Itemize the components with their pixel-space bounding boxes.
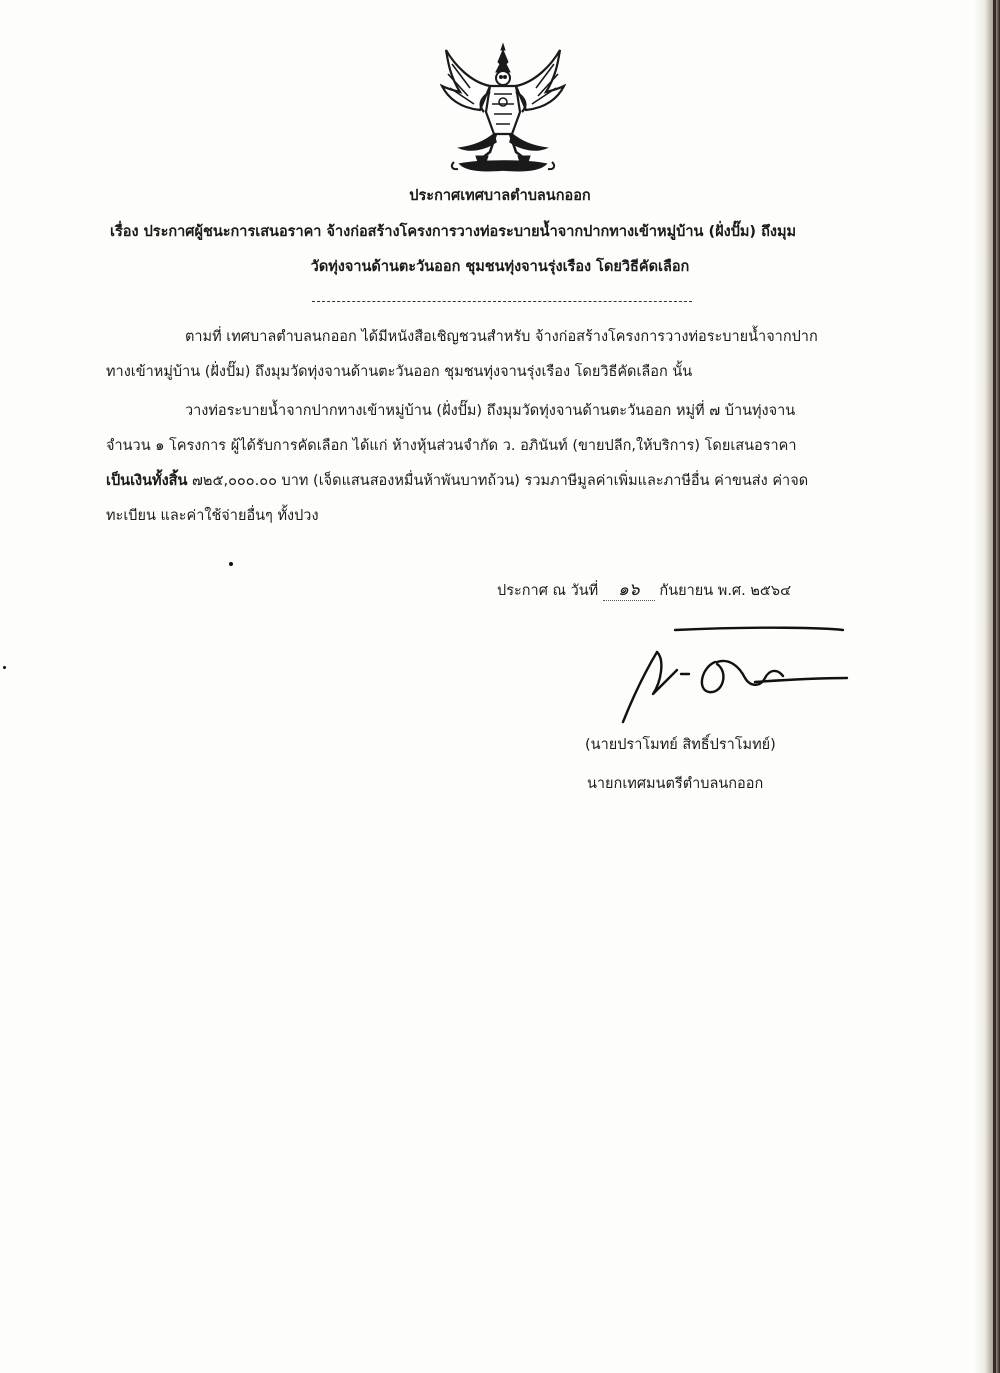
announcement-title: ประกาศเทศบาลตำบลนกออก bbox=[409, 188, 591, 204]
header-divider bbox=[312, 301, 692, 302]
subject-line-2: วัดทุ่งจานด้านตะวันออก ชุมชนทุ่งจานรุ่งเรือง โดยวิธีคัดเลือก bbox=[310, 259, 690, 275]
date-month-year: กันยายน พ.ศ. ๒๕๖๔ bbox=[659, 583, 792, 599]
scan-speck bbox=[3, 666, 6, 669]
total-amount-label: เป็นเงินทั้งสิ้น bbox=[106, 473, 188, 489]
paragraph-2-line-3 bbox=[106, 471, 808, 491]
subject-line-1: เรื่อง ประกาศผู้ชนะการเสนอราคา จ้างก่อสร้างโครงการวางท่อระบายน้ำจากปากทางเข้าหมู่บ้าน (ฝั่งปั๊ม) ถึงมุม bbox=[110, 224, 797, 240]
paragraph-2-line-1: วางท่อระบายน้ำจากปากทางเข้าหมู่บ้าน (ฝั่งปั๊ม) ถึงมุมวัดทุ่งจานด้านตะวันออก หมู่ที่ ๗ บ้านทุ่งจาน bbox=[185, 403, 796, 419]
paragraph-2-line-2: จำนวน ๑ โครงการ ผู้ได้รับการคัดเลือก ได้แก่ ห้างหุ้นส่วนจำกัด ว. อภินันท์ (ขายปลีก,ให้บริการ) โดยเสนอราคา bbox=[106, 438, 797, 454]
announcement-date bbox=[497, 580, 791, 601]
paragraph-1-line-2: ทางเข้าหมู่บ้าน (ฝั่งปั๊ม) ถึงมุมวัดทุ่งจานด้านตะวันออก ชุมชนทุ่งจานรุ่งเรือง โดยวิธีคัดเลือก นั้น bbox=[106, 364, 693, 380]
signatory-name: (นายปราโมทย์ สิทธิ์ปราโมทย์) bbox=[585, 737, 776, 753]
paragraph-1-line-1: ตามที่ เทศบาลตำบลนกออก ได้มีหนังสือเชิญชวนสำหรับ จ้างก่อสร้างโครงการวางท่อระบายน้ำจากปาก bbox=[185, 329, 818, 345]
date-prefix: ประกาศ ณ วันที่ bbox=[497, 583, 599, 599]
paragraph-2-line-4: ทะเบียน และค่าใช้จ่ายอื่นๆ ทั้งปวง bbox=[106, 508, 319, 524]
garuda-emblem-icon bbox=[440, 42, 566, 176]
signature-mark bbox=[605, 622, 850, 732]
date-day: ๑๖ bbox=[603, 580, 655, 601]
scan-speck bbox=[229, 562, 233, 566]
signatory-position: นายกเทศมนตรีตำบลนกออก bbox=[587, 776, 764, 792]
total-amount-text: ๗๒๕,๐๐๐.๐๐ บาท (เจ็ดแสนสองหมื่นห้าพันบาทถ้วน) รวมภาษีมูลค่าเพิ่มและภาษีอื่น ค่าขนส่ง ค่าจด bbox=[187, 473, 809, 489]
